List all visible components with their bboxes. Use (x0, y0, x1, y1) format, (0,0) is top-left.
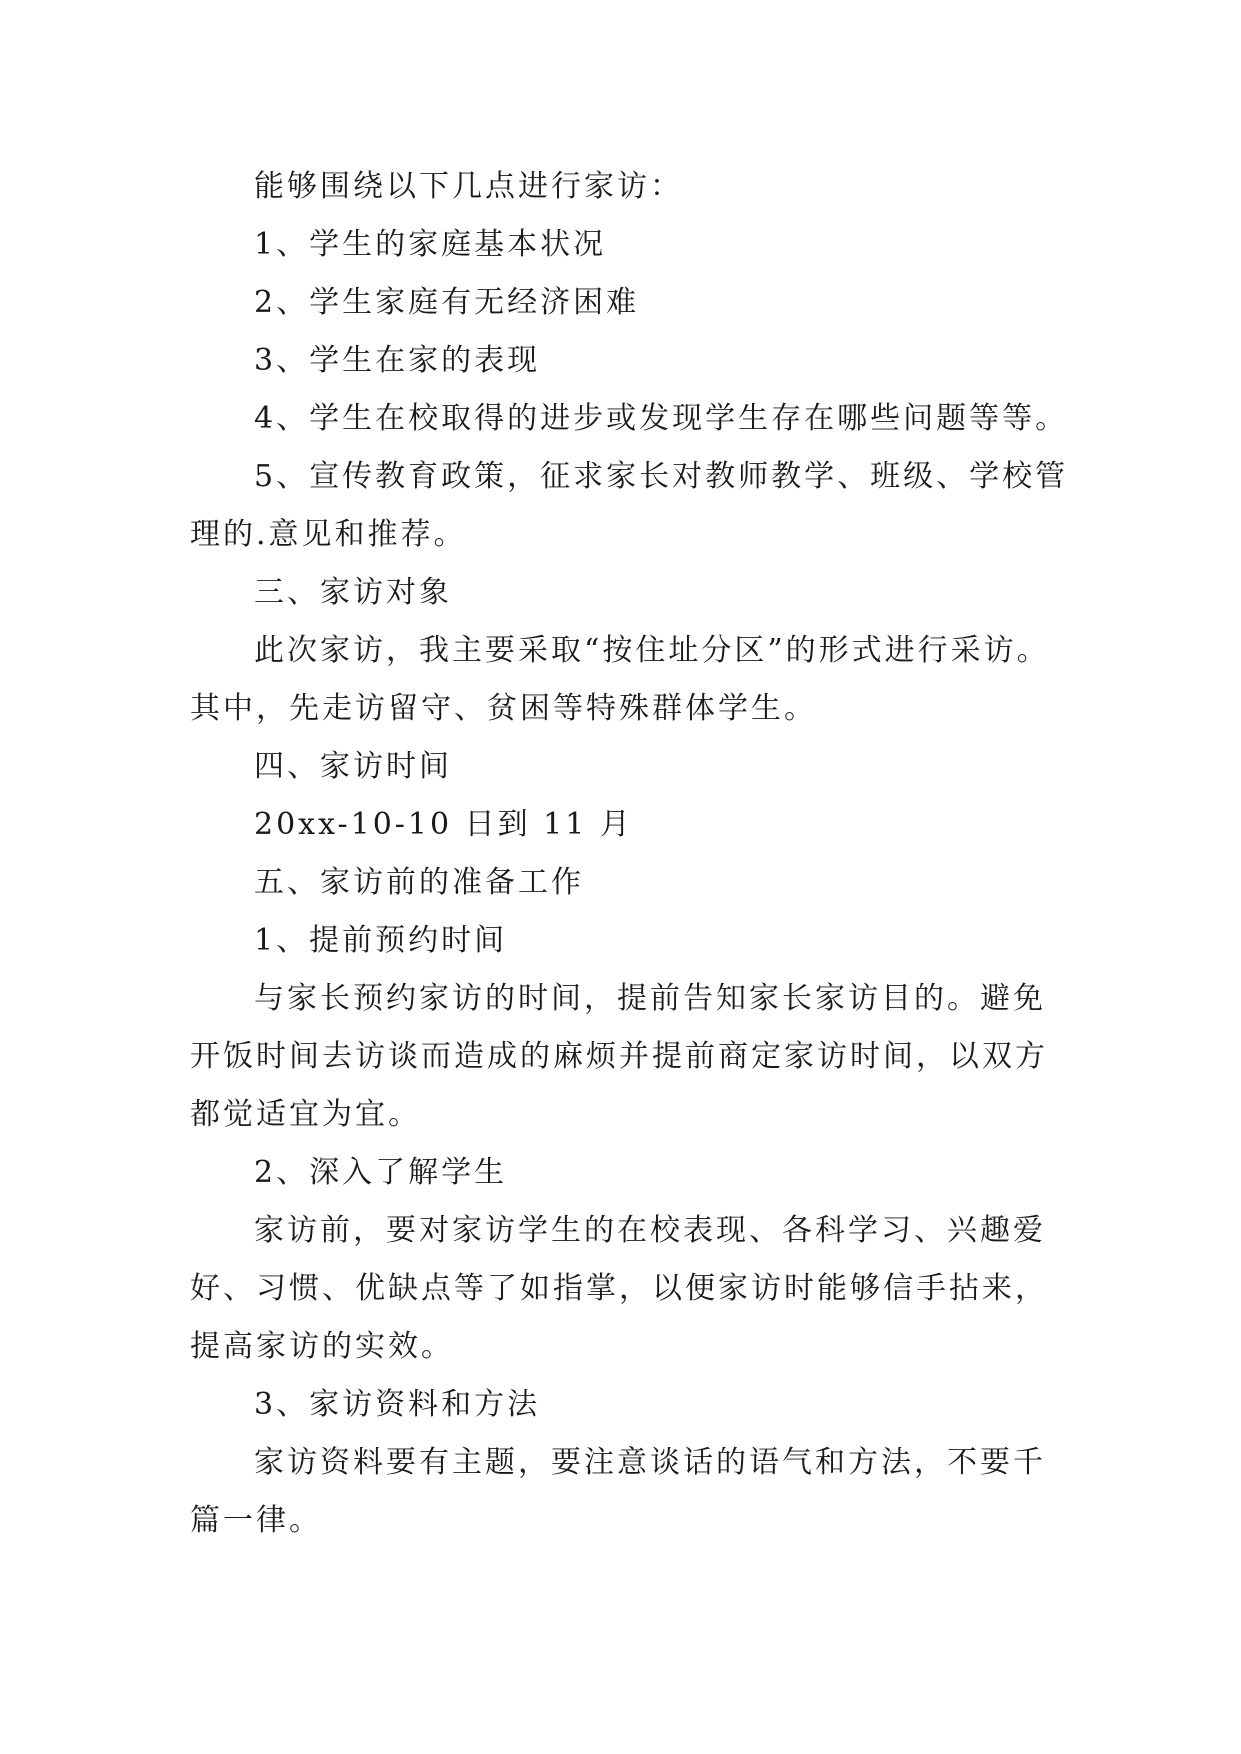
paragraph-know-students: 家访前，要对家访学生的在校表现、各科学习、兴趣爱好、习惯、优缺点等了如指掌，以便家访时能够信手拈来，提高家访的实效。 (190, 1213, 1048, 1364)
section-heading-visit-time: 四、家访时间 (254, 749, 452, 784)
subheading-know-students: 2、深入了解学生 (254, 1155, 508, 1190)
list-item-home-behavior: 3、学生在家的表现 (254, 343, 541, 378)
paragraph-materials-methods: 家访资料要有主题，要注意谈话的语气和方法，不要千篇一律。 (190, 1445, 1046, 1538)
paragraph-appointment: 与家长预约家访的时间，提前告知家长家访目的。避免开饭时间去访谈而造成的麻烦并提前商定家访时间，以双方都觉适宜为宜。 (190, 981, 1048, 1132)
list-item-economic-difficulty: 2、学生家庭有无经济困难 (254, 285, 640, 320)
paragraph-visit-targets: 此次家访，我主要采取“按住址分区”的形式进行采访。其中，先走访留守、贫困等特殊群体学生。 (190, 633, 1050, 726)
subheading-appointment: 1、提前预约时间 (254, 923, 508, 958)
paragraph-intro: 能够围绕以下几点进行家访： (254, 169, 683, 204)
paragraph-visit-time: 20xx-10-10 日到 11 月 (254, 807, 633, 842)
section-heading-visit-targets: 三、家访对象 (254, 575, 452, 610)
list-item-policy-feedback: 5、宣传教育政策，征求家长对教师教学、班级、学校管理的.意见和推荐。 (190, 459, 1069, 552)
subheading-materials-methods: 3、家访资料和方法 (254, 1387, 541, 1422)
document-body (190, 158, 1070, 1550)
list-item-school-progress: 4、学生在校取得的进步或发现学生存在哪些问题等等。 (254, 401, 1069, 436)
list-item-family-status: 1、学生的家庭基本状况 (254, 227, 607, 262)
section-heading-preparation: 五、家访前的准备工作 (254, 865, 584, 900)
